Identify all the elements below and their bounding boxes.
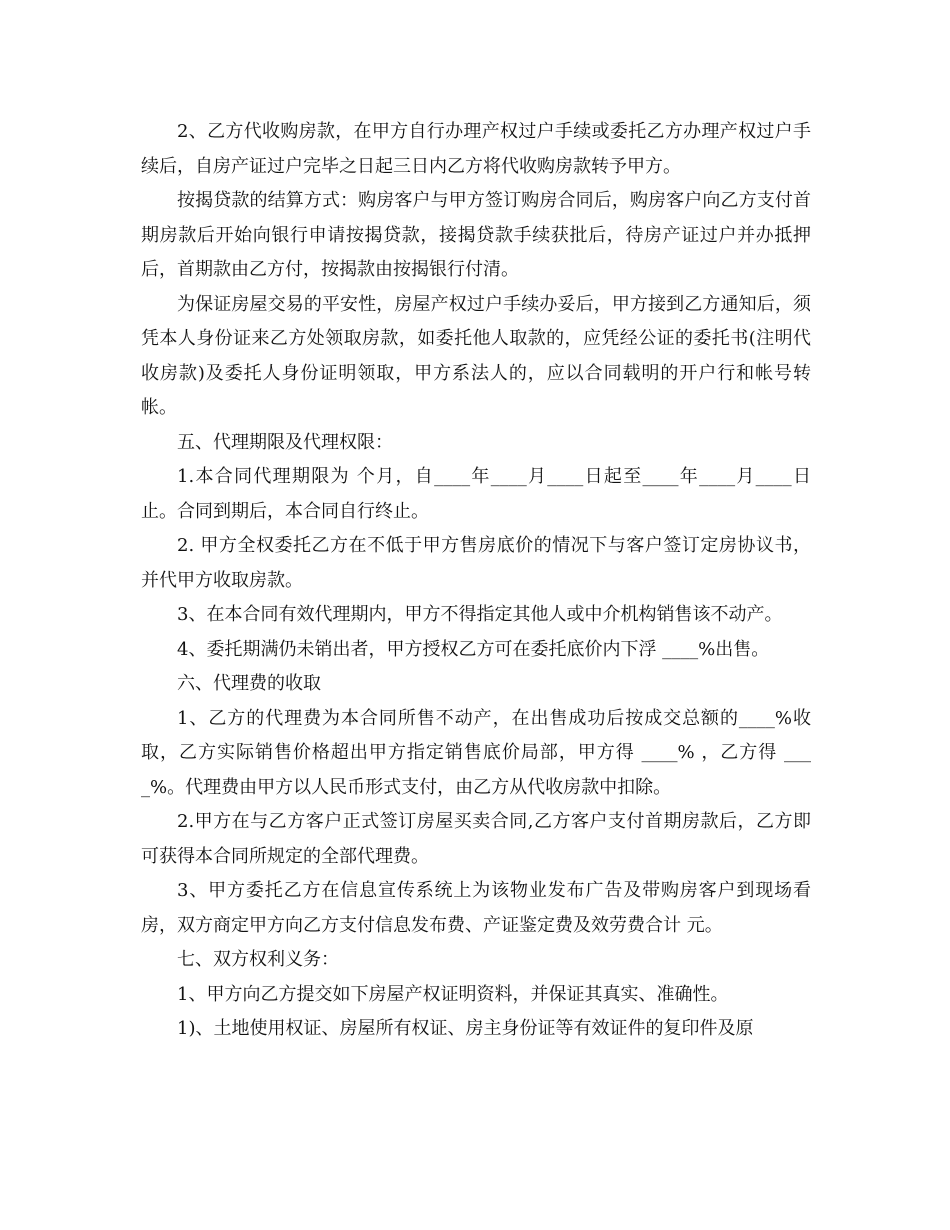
paragraph-price-reduction: 4、委托期满仍未销出者，甲方授权乙方可在委托底价内下浮 ____%出售。 xyxy=(177,638,770,660)
paragraph-agency-period: 1.本合同代理期限为 个月，自____年____月____日起至____年____月____日止。合同到期后，本合同自行终止。 xyxy=(141,466,811,522)
section-heading-agency-term: 五、代理期限及代理权限： xyxy=(177,431,393,453)
paragraph-fee-entitlement: 2.甲方在与乙方客户正式签订房屋买卖合同,乙方客户支付首期房款后，乙方即可获得本合同所规定的全部代理费。 xyxy=(141,811,811,867)
paragraph-full-authorization: 2. 甲方全权委托乙方在不低于甲方售房底价的情况下与客户签订定房协议书，并代甲方收取房款。 xyxy=(141,535,811,591)
paragraph-fee-rate: 1、乙方的代理费为本合同所售不动产，在出售成功后按成交总额的____%收取，乙方实际销售价格超出甲方指定销售底价局部，甲方得 ____% ，乙方得 ____%。代理费由甲方以人民币形式支付，由乙方从代收房款中扣除。 xyxy=(141,707,811,798)
section-heading-rights-obligations: 七、双方权利义务： xyxy=(177,949,339,970)
document-body xyxy=(141,115,811,1047)
paragraph-transaction-safety: 为保证房屋交易的平安性，房屋产权过户手续办妥后，甲方接到乙方通知后，须凭本人身份证来乙方处领取房款，如委托他人取款的，应凭经公证的委托书(注明代收房款)及委托人身份证明领取，甲方系法人的，应以合同载明的开户行和帐号转帐。 xyxy=(141,293,811,418)
paragraph-certificate-list: 1)、土地使用权证、房屋所有权证、房主身份证等有效证件的复印件及原 xyxy=(177,1018,754,1039)
paragraph-ownership-documents: 1、甲方向乙方提交如下房屋产权证明资料，并保证其真实、准确性。 xyxy=(177,983,729,1005)
section-heading-agency-fee: 六、代理费的收取 xyxy=(177,673,321,694)
paragraph-agent-collection: 2、乙方代收购房款，在甲方自行办理产权过户手续或委托乙方办理产权过户手续后，自房产证过户完毕之日起三日内乙方将代收购房款转予甲方。 xyxy=(141,121,811,177)
paragraph-advertising-fee: 3、甲方委托乙方在信息宣传系统上为该物业发布广告及带购房客户到现场看房，双方商定甲方向乙方支付信息发布费、产证鉴定费及效劳费合计 元。 xyxy=(141,880,811,936)
paragraph-mortgage-settlement: 按揭贷款的结算方式：购房客户与甲方签订购房合同后，购房客户向乙方支付首期房款后开始向银行申请按揭贷款，接揭贷款手续获批后，待房产证过户并办抵押后，首期款由乙方付，按揭款由按揭银行付清。 xyxy=(141,190,811,280)
paragraph-exclusive-agency: 3、在本合同有效代理期内，甲方不得指定其他人或中介机构销售该不动产。 xyxy=(177,604,783,625)
